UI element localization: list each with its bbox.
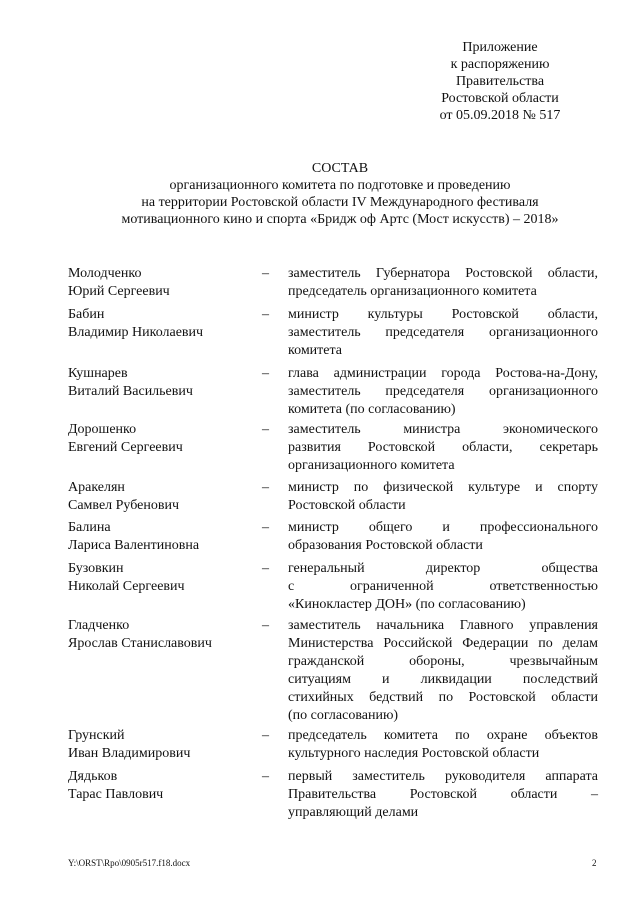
- member-dash: –: [262, 480, 269, 495]
- role-line: заместитель министра экономического: [288, 422, 598, 437]
- member-given-name: Ярослав Станиславович: [68, 636, 212, 651]
- role-line: председатель комитета по охране объектов: [288, 728, 598, 743]
- document-title: [60, 160, 620, 228]
- role-line: образования Ростовской области: [288, 538, 483, 553]
- member-role: [288, 306, 598, 360]
- member-name: [68, 727, 248, 763]
- role-line: заместитель Губернатора Ростовской области,: [288, 266, 598, 281]
- member-dash: –: [262, 266, 269, 281]
- member-surname: Дорошенко: [68, 422, 137, 437]
- role-line: министр общего и профессионального: [288, 520, 598, 535]
- appendix-header: [400, 39, 600, 124]
- appendix-line: от 05.09.2018 № 517: [439, 108, 561, 123]
- role-line: заместитель начальника Главного управления: [288, 618, 598, 633]
- appendix-line: Ростовской области: [441, 91, 559, 106]
- page-number: 2: [592, 858, 597, 868]
- role-line: стихийных бедствий по Ростовской области: [288, 690, 598, 705]
- member-dash: –: [262, 769, 269, 784]
- member-dash: –: [262, 520, 269, 535]
- member-role: [288, 560, 598, 614]
- role-line: Ростовской области: [288, 498, 406, 513]
- role-line: комитета (по согласованию): [288, 402, 456, 417]
- member-dash: –: [262, 618, 269, 633]
- role-line: комитета: [288, 343, 343, 358]
- member-surname: Бузовкин: [68, 561, 124, 576]
- appendix-line: Правительства: [455, 74, 545, 89]
- role-line: первый заместитель руководителя аппарата: [288, 769, 598, 784]
- title-line: мотивационного кино и спорта «Бридж оф Артс (Мост искусств) – 2018»: [121, 212, 559, 227]
- member-given-name: Владимир Николаевич: [68, 325, 204, 340]
- role-line: председатель организационного комитета: [288, 284, 537, 299]
- member-role: [288, 365, 598, 419]
- role-line: глава администрации города Ростова-на-Дону,: [288, 366, 598, 381]
- member-dash: –: [262, 422, 269, 437]
- member-surname: Молодченко: [68, 266, 142, 281]
- member-name: [68, 265, 248, 301]
- role-line: генеральный директор общества: [288, 561, 598, 576]
- role-line: организационного комитета: [288, 458, 455, 473]
- member-name: [68, 479, 248, 515]
- role-line: Министерства Российской Федерации по делам: [288, 636, 598, 651]
- member-given-name: Евгений Сергеевич: [68, 440, 183, 455]
- member-given-name: Иван Владимирович: [68, 746, 191, 761]
- member-given-name: Николай Сергеевич: [68, 579, 185, 594]
- role-line: управляющий делами: [288, 805, 419, 820]
- role-line: ситуациям и ликвидации последствий: [288, 672, 598, 687]
- member-name: [68, 560, 248, 596]
- member-given-name: Тарас Павлович: [68, 787, 164, 802]
- member-name: [68, 768, 248, 804]
- member-name: [68, 365, 248, 401]
- title-heading: СОСТАВ: [311, 161, 369, 176]
- member-given-name: Лариса Валентиновна: [68, 538, 200, 553]
- member-role: [288, 617, 598, 725]
- member-name: [68, 421, 248, 457]
- member-given-name: Виталий Васильевич: [68, 384, 193, 399]
- title-line: организационного комитета по подготовке и проведению: [169, 178, 511, 193]
- role-line: министр культуры Ростовской области,: [288, 307, 598, 322]
- member-surname: Аракелян: [68, 480, 125, 495]
- member-dash: –: [262, 728, 269, 743]
- title-line: на территории Ростовской области IV Международного фестиваля: [141, 195, 539, 210]
- appendix-line: Приложение: [462, 40, 538, 55]
- role-line: министр по физической культуре и спорту: [288, 480, 598, 495]
- role-line: (по согласованию): [288, 708, 399, 723]
- role-line: с ограниченной ответственностью: [288, 579, 598, 594]
- role-line: заместитель председателя организационного: [288, 325, 598, 340]
- member-role: [288, 265, 598, 301]
- member-surname: Дядьков: [68, 769, 118, 784]
- role-line: развития Ростовской области, секретарь: [288, 440, 598, 455]
- member-name: [68, 617, 248, 653]
- member-name: [68, 306, 248, 342]
- member-surname: Гладченко: [68, 618, 130, 633]
- role-line: «Кинокластер ДОН» (по согласованию): [288, 597, 526, 612]
- member-given-name: Юрий Сергеевич: [68, 284, 170, 299]
- member-dash: –: [262, 366, 269, 381]
- member-name: [68, 519, 248, 555]
- member-given-name: Самвел Рубенович: [68, 498, 180, 513]
- member-role: [288, 768, 598, 822]
- role-line: заместитель председателя организационного: [288, 384, 598, 399]
- member-dash: –: [262, 307, 269, 322]
- member-role: [288, 727, 598, 763]
- member-role: [288, 479, 598, 515]
- member-surname: Грунский: [68, 728, 125, 743]
- member-surname: Балина: [68, 520, 111, 535]
- member-surname: Кушнарев: [68, 366, 128, 381]
- appendix-line: к распоряжению: [450, 57, 550, 72]
- role-line: Правительства Ростовской области –: [288, 787, 598, 802]
- member-dash: –: [262, 561, 269, 576]
- role-line: культурного наследия Ростовской области: [288, 746, 540, 761]
- footer-file-path: Y:\ORST\Rpo\0905r517.f18.docx: [68, 858, 191, 868]
- role-line: гражданской обороны, чрезвычайным: [288, 654, 598, 669]
- member-surname: Бабин: [68, 307, 105, 322]
- member-role: [288, 421, 598, 475]
- member-role: [288, 519, 598, 555]
